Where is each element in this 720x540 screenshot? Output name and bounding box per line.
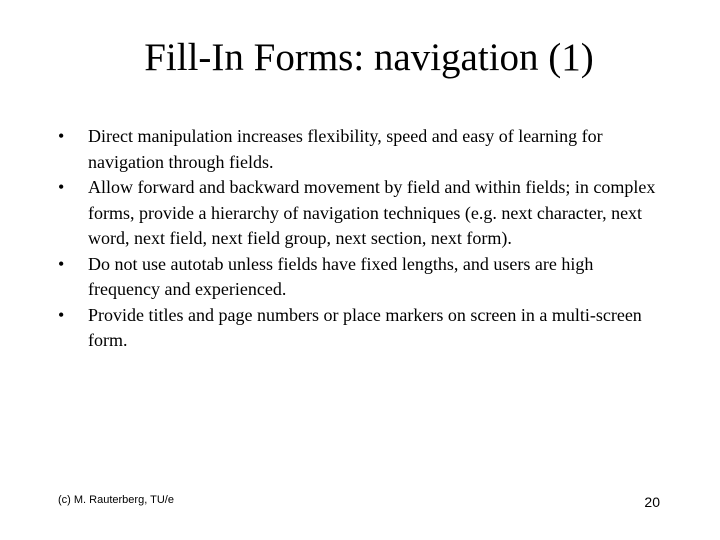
bullet-item <box>58 303 658 354</box>
bullet-item <box>58 252 658 303</box>
bullet-item <box>58 124 658 175</box>
bullet-item <box>58 175 658 252</box>
footer-copyright: (c) M. Rauterberg, TU/e <box>58 494 174 506</box>
bullet-text: Allow forward and backward movement by field and within fields; in complex forms, provide a hierarchy of navigation techniques (e.g. next character, next word, next field, next field group, next section, next form). <box>88 177 656 248</box>
bullet-dot-icon: • <box>58 253 65 274</box>
bullet-dot-icon: • <box>58 177 65 197</box>
bullet-text: Do not use autotab unless fields have fixed lengths, and users are high frequency and experienced. <box>88 253 594 299</box>
slide-title: Fill-In Forms: navigation (1) <box>144 36 594 79</box>
bullet-text: Direct manipulation increases flexibility, speed and easy of learning for navigation through fields. <box>88 126 603 172</box>
page-number: 20 <box>644 494 660 510</box>
bullet-list <box>58 124 658 354</box>
bullet-dot-icon: • <box>58 126 65 146</box>
bullet-dot-icon: • <box>58 304 65 325</box>
bullet-text: Provide titles and page numbers or place markers on screen in a multi-screen form. <box>88 304 642 350</box>
